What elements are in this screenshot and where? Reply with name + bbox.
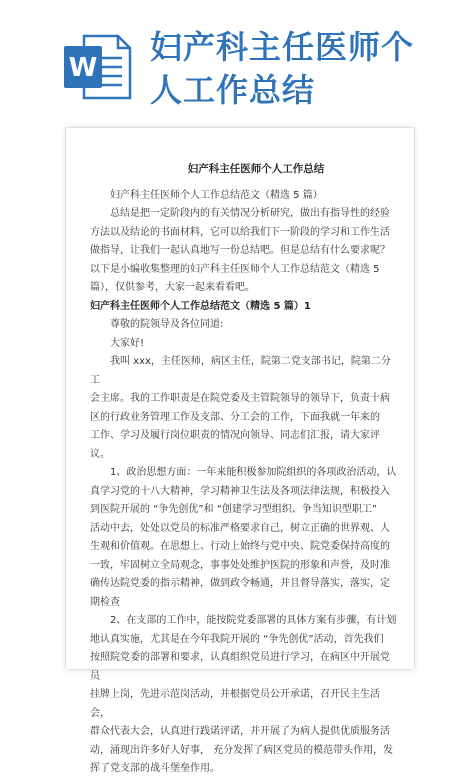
paragraph-branch-work: 2、在支部的工作中，能按院党委部署的具体方案有步骤，有计划 地认真实施，尤其是在今年我院开展的 “争先创优”活动，首先我们 按照院党委的部署和要求，认真组织党员进行学习，在病区中开展党员 挂牌上岗，先进示范岗活动，并根据党员公开承诺，召开民主生活会， 群众代表大会，认真进行践诺评诺，并开展了为病人提供优质服务活 动，涌现出许多好人好事， 充分发挥了病区党员的模范带头作用，发 挥了党支部的战斗堡垒作用。 (90, 615, 397, 774)
word-document-icon (62, 34, 132, 100)
paragraph-intro-self: 我叫 xxx，主任医师，病区主任，院第二党支部书记，院第二分工 会主席。我的工作职责是在院党委及主管院领导的领导下，负责十病 区的行政业务管理工作及支部、分工会的工作，下面我就一年来的 工作、学习及履行岗位职责的情况向领导、同志们汇报，请大家评议。 (90, 356, 391, 460)
section-heading: 妇产科主任医师个人工作总结范文（精选 5 篇）1 (90, 300, 311, 312)
intro-paragraph-2: 以下是小编收集整理的妇产科主任医师个人工作总结范文（精选 5 篇），仅供参考，大家一起来看看吧。 (90, 263, 380, 293)
document-title: 妇产科主任医师个人工作总结 (187, 163, 325, 175)
intro-paragraph: 总结是把一定阶段内的有关情况分析研究，做出有指导性的经验 方法以及结论的书面材料，它可以给我们下一阶段的学习和工作生活 做指导，让我们一起认真地写一份总结吧。但是总结有什么要求呢？ (90, 208, 390, 256)
word-icon-letter: W (68, 53, 98, 83)
greeting-line: 尊敬的院领导及各位同道: (110, 319, 224, 330)
banner-title-line-1: 妇产科主任医师个 (150, 28, 415, 66)
document-body (90, 160, 398, 779)
greeting-hello: 大家好! (110, 337, 145, 349)
banner-title (150, 26, 450, 112)
document-subtitle: 妇产科主任医师个人工作总结范文（精选 5 篇） (110, 189, 323, 201)
document-preview[interactable] (66, 128, 414, 774)
banner-title-line-2: 人工作总结 (150, 71, 316, 109)
paragraph-politics: 1、政治思想方面：一年来能积极参加院组织的各项政治活动，认 真学习党的十八大精神，学习精神卫生法及各项法律法规，积极投入 到医院开展的 “争先创优”和 “创建学习型组织、争当知识型职工” 活动中去，处处以党员的标准严格要求自己，树立正确的世界观、人 生观和价值观。在思想上、行动上始终与党中央、院党委保持高度的 一致，牢固树立全局观念，事事处处维护医院的形象和声誉，及时准 确传达院党委的指示精神，做到政令畅通，并且督导落实，落实，定 期检查 (90, 467, 397, 608)
